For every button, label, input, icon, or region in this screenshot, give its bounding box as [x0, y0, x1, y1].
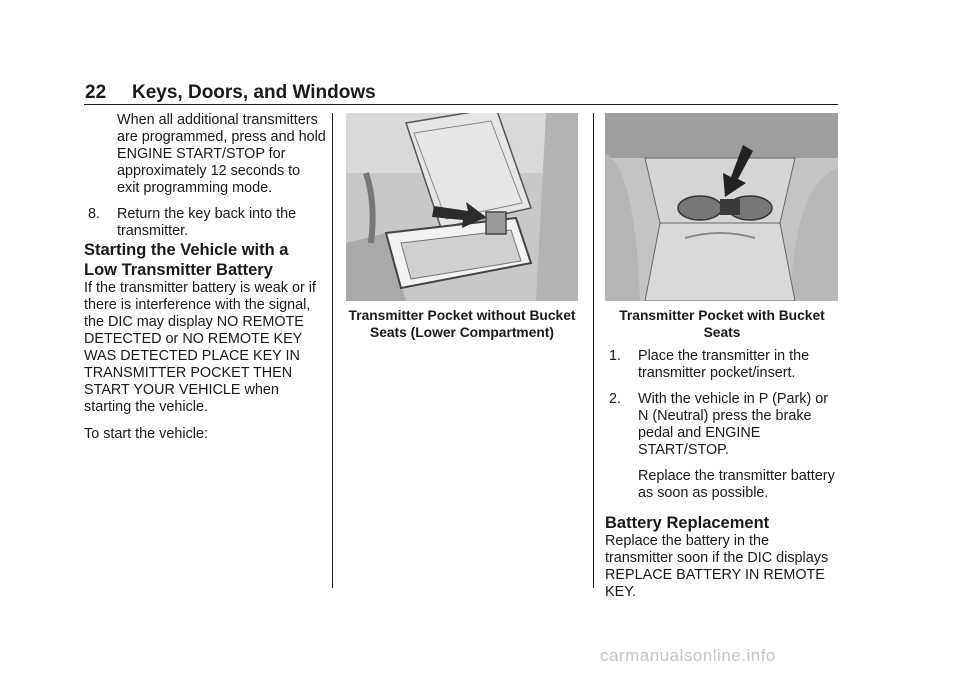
step-note: Replace the transmitter battery as soon as possible.: [638, 468, 835, 501]
figure-caption: Transmitter Pocket with Bucket Seats: [619, 308, 825, 340]
watermark: carmanualsonline.info: [600, 646, 776, 665]
paragraph-dic-message: If the transmitter battery is weak or if there is interference with the signal, the DIC may display NO REMOTE DETECTED or NO REMOTE KEY WAS DETECTED PLACE KEY IN TRANSMITTER POCKET THEN START YOUR VEHICLE when starting the vehicle.: [84, 280, 316, 415]
figure-caption: Transmitter Pocket without Bucket Seats (Lower Compartment): [348, 308, 576, 340]
paragraph-battery-replacement: Replace the battery in the transmitter soon if the DIC displays REPLACE BATTERY IN REMOTE KEY.: [605, 533, 829, 600]
page-header: [84, 80, 838, 105]
figure-pocket-with-bucket-seats: [605, 113, 838, 301]
column-divider: [593, 113, 594, 588]
section-title: Keys, Doors, and Windows: [132, 82, 376, 103]
step-text: Return the key back into the transmitter.: [117, 206, 297, 239]
step-1: [605, 348, 839, 382]
step-number: 2.: [609, 391, 622, 407]
figure-pocket-without-bucket-seats: [346, 113, 578, 301]
step-8: [84, 206, 326, 240]
step-number: 8.: [88, 206, 101, 222]
step-text: With the vehicle in P (Park) or N (Neutral) press the brake pedal and ENGINE START/STOP.: [638, 391, 829, 458]
page-number: 22: [85, 82, 107, 103]
text-column-right: [605, 348, 839, 601]
heading-low-battery: Starting the Vehicle with a Low Transmitter Battery: [84, 241, 289, 279]
step-continuation: When all additional transmitters are programmed, press and hold ENGINE START/STOP for approximately 12 seconds to exit programming mode.: [117, 112, 326, 196]
paragraph-start-intro: To start the vehicle:: [84, 426, 208, 442]
step-number: 1.: [609, 348, 622, 364]
step-text: Place the transmitter in the transmitter pocket/insert.: [638, 348, 810, 381]
text-column-left: [84, 112, 326, 443]
heading-battery-replacement: Battery Replacement: [605, 514, 770, 532]
column-divider: [332, 113, 333, 588]
step-2: [605, 391, 839, 502]
